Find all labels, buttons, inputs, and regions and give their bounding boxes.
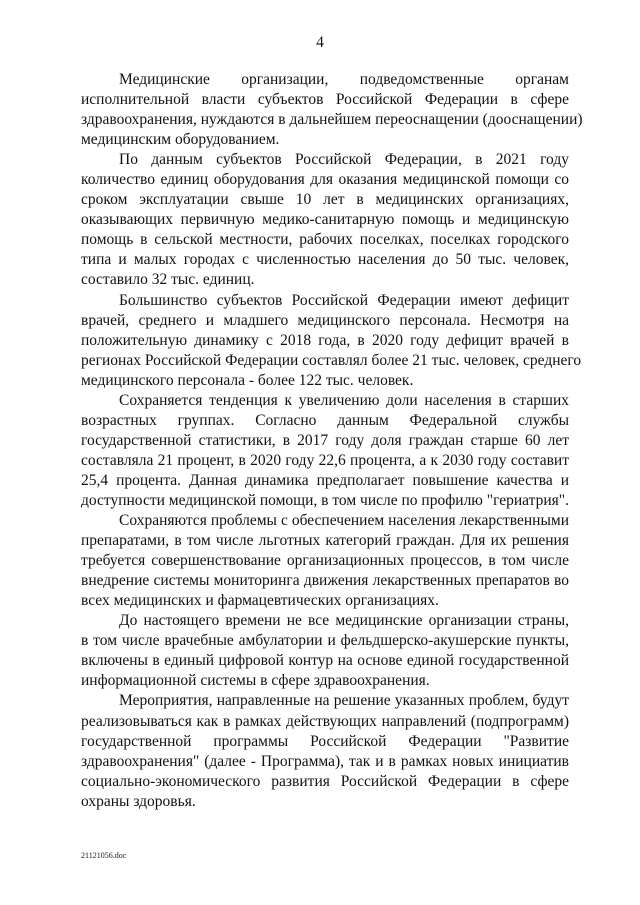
text-line: медицинского персонала - более 122 тыс. человек. (81, 371, 414, 389)
text-line: положительную динамику с 2018 года, в 2020 году дефицит врачей в (81, 331, 569, 349)
text-line: Сохраняются проблемы с обеспечением населения лекарственными (119, 512, 569, 530)
text-line: здравоохранения, нуждаются в дальнейшем переоснащении (дооснащении) (81, 111, 583, 129)
text-line: реализовываться как в рамках действующих направлений (подпрограмм) (81, 712, 569, 730)
text-line: доступности медицинской помощи, в том числе по профилю "гериатрия". (81, 491, 569, 509)
text-line: требуется совершенствование организационных процессов, в том числе (81, 552, 569, 570)
text-line: оказывающих первичную медико-санитарную помощь и медицинскую (81, 211, 569, 229)
text-line: возрастных группах. Согласно данным Федеральной службы (81, 411, 569, 429)
text-line: внедрение системы мониторинга движения лекарственных препаратов во (81, 572, 569, 590)
text-line: помощь в сельской местности, рабочих поселках, поселках городского (81, 231, 569, 249)
text-line: медицинским оборудованием. (81, 131, 280, 149)
text-line: включены в единый цифровой контур на основе единой государственной (81, 652, 569, 670)
text-line: всех медицинских и фармацевтических организациях. (81, 592, 439, 610)
text-line: исполнительной власти субъектов Российской Федерации в сфере (81, 91, 569, 109)
text-line: информационной системы в сфере здравоохранения. (81, 672, 430, 690)
text-line: составило 32 тыс. единиц. (81, 271, 255, 289)
text-line: в том числе врачебные амбулатории и фельдшерско-акушерские пункты, (81, 632, 569, 650)
paragraph (81, 511, 569, 611)
paragraph (81, 150, 569, 290)
text-line: охраны здоровья. (81, 792, 196, 810)
text-line: До настоящего времени не все медицинские организации страны, (119, 612, 569, 630)
text-line: государственной программы Российской Федерации "Развитие (81, 732, 569, 750)
file-name-footer: 21121056.doc (81, 851, 127, 860)
text-line: По данным субъектов Российской Федерации, в 2021 году (119, 151, 569, 169)
text-line: здравоохранения" (далее - Программа), так и в рамках новых инициатив (81, 752, 569, 770)
text-line: врачей, среднего и младшего медицинского персонала. Несмотря на (81, 311, 569, 329)
text-line: типа и малых городах с численностью населения до 50 тыс. человек, (81, 251, 569, 269)
document-body (81, 70, 583, 812)
text-line: препаратами, в том числе льготных категорий граждан. Для их решения (81, 532, 569, 550)
text-line: Сохраняется тенденция к увеличению доли населения в старших (119, 391, 569, 409)
paragraph (81, 611, 569, 691)
text-line: социально-экономического развития Российской Федерации в сфере (81, 772, 569, 790)
text-line: регионах Российской Федерации составлял более 21 тыс. человек, среднего (81, 351, 582, 369)
paragraph (81, 691, 569, 811)
text-line: Большинство субъектов Российской Федерации имеют дефицит (119, 291, 569, 309)
text-line: Мероприятия, направленные на решение указанных проблем, будут (119, 692, 569, 710)
paragraph (81, 391, 569, 511)
paragraph (81, 70, 583, 150)
text-line: сроком эксплуатации свыше 10 лет в медицинских организациях, (81, 191, 569, 209)
page-number: 4 (316, 34, 324, 51)
text-line: 25,4 процента. Данная динамика предполагает повышение качества и (81, 471, 569, 489)
text-line: составляла 21 процент, в 2020 году 22,6 процента, а к 2030 году составит (81, 451, 569, 469)
text-line: количество единиц оборудования для оказания медицинской помощи со (81, 171, 569, 189)
text-line: государственной статистики, в 2017 году доля граждан старше 60 лет (81, 431, 569, 449)
text-line: Медицинские организации, подведомственные органам (119, 71, 569, 88)
paragraph (81, 291, 582, 391)
